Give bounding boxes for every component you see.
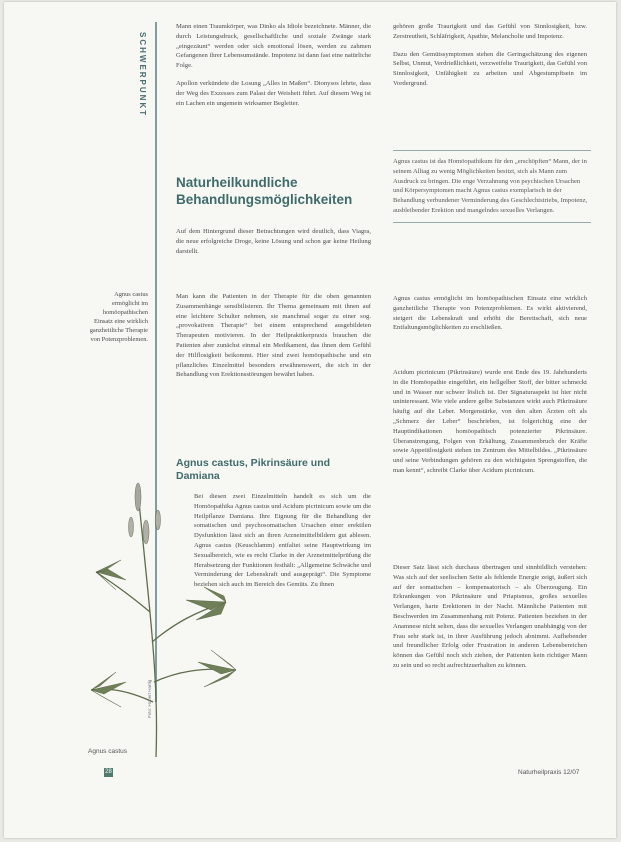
publication-footer: Naturheilpraxis 12/07 xyxy=(518,769,580,776)
pull-quote: Agnus castus ermöglicht im homöopathischen Einsatz eine wirklich ganzheitliche Therapie von Potenzproblemen. xyxy=(89,291,148,343)
photo-credit: Foto: Hubert Hartig xyxy=(147,679,152,718)
paragraph: Acidum picrinicum (Pikrinsäure) wurde erst Ende des 19. Jahrhunderts in die Homöopathie eingeführt, ein hellgelber Stoff, der bitter schmeckt und in Wasser nur schwer löslich ist. Der Signaturaspekt ist hier nicht uninteressant. Wie viele andere gelbe Substanzen wirkt auch Pikrinsäure häufig auf die Leber. Morgenstärke, von den alten Ärzten oft als „Schmerz der Leber“ beschrieben, ist folgerichtig eine der Hauptindikationen homöopathisch potenzierter Pikrinsäure. Überanstrengung, Folgen von Erkältung, Zusammenbruch der Kräfte sowie Appetitlosigkeit stehen im Zentrum des Mittelbildes. „Pikrinsäure und seine Verbindungen gehören zu den wichtigsten Sprengstoffen, die man kennt“, schreibt Clarke über Acidum picrinicum. xyxy=(393,369,587,474)
section-heading: Naturheilkundliche Behandlungsmöglichkeiten xyxy=(176,175,353,207)
middle-column-top xyxy=(176,22,371,116)
right-column-top xyxy=(393,22,587,97)
paragraph: Apollon verkündete die Losung „Alles in Maßen“. Dionysos lehrte, dass der Weg des Exzesses zum Palast der Weisheit führt. Auf diesem Weg ist ein Lachen ein ungemein wirksamer Begleiter. xyxy=(176,79,371,107)
paragraph: gehören große Traurigkeit und das Gefühl von Sinnlosigkeit, bzw. Zerstreutheit, Schläfrigkeit, Apathie, Melancholie und Impotenz. xyxy=(393,23,587,40)
highlight-box: Agnus castus ist das Homöopathikum für den „erschöpften“ Mann, der in seinem Alltag zu wenig Möglichkeiten besitzt, sich als Mann zum Ausdruck zu bringen. Die enge Verzahnung von psychischen Ursachen und Körpersymptomen macht Agnus castus exemplarisch in der Behandlung verbundener Verminderung des Geschlechtstriebs, Impotenz, ausbleibender Erektion und mangelndes sexuelles Verlangen. xyxy=(393,150,591,223)
image-caption: Agnus castus xyxy=(88,748,128,755)
subheading: Agnus castus, Pikrinsäure und Damiana xyxy=(176,457,331,482)
paragraph: Bei diesen zwei Einzelmitteln handelt es sich um die Homöopathika Agnus castus und Acidum picrinicum sowie um die Heilpflanze Damiana. Ihre Eignung für die Behandlung der somatischen und psychosomatischen Ursachen einer erektilen Dysfunktion lässt sich an ihren Arzneimittelbildern gut ablesen. Agnus castus (Keuschlamm) entfaltet seine Hauptwirkung im Sexualbereich, wie es recht Clarke in der Arzneimittelprüfung die Herabsetzung der Funktionen festhält: „Allgemeine Schwäche und Verminderung der Lebenskraft und ausgeprägt“. Die Symptome beziehen sich auch im Bereich des Gemüts. Zu ihnen xyxy=(194,493,371,589)
magazine-page xyxy=(4,2,616,838)
agnus-castus-plant-illustration xyxy=(86,472,256,762)
paragraph: Dazu den Gemütssymptomen stehen die Geringschätzung des eigenen Selbst, Unmut, Verdrießlichkeit, verzweifelte Traurigkeit, das Gefühl von Sinnlosigkeit, Unfähigkeit zu arbeiten und Abgestumpftsein im Vordergrund. xyxy=(393,50,587,87)
paragraph: Agnus castus ermöglicht im homöopathischen Einsatz eine wirklich ganzheitliche Therapie von Potenzproblemen. Es wirkt aktivierend, steigert die Lebenskraft und erhöht die Bereitschaft, sich neue Entfaltungsmöglichkeiten zu erschließen. xyxy=(393,295,587,332)
paragraph: Mann einen Traumkörper, was Dinko als Idiole bezeichnete. Männer, die durch Leistungsdruck, gesellschaftliche und soziale Zwänge stark „eingezäunt“ werden oder sich emotional lösen, werden zu zahmen Gefangenen ihrer Lebensumstände. Impotenz ist dann fast eine natürliche Folge. xyxy=(176,23,371,70)
paragraph: Man kann die Patienten in der Therapie für die oben genannten Zusammenhänge sensibilisieren. Ihr Thema gemeinsam mit ihnen auf eine leichtere Schulter nehmen, sie manchmal sogar zu einer sog. „provokativen Therapie“ bei einem entsprechend ausgebildeten Therapeuten motivieren. In der Heilpraktikerpraxis brauchen die Patienten aber zunächst einmal ein Medikament, das ihnen dem Gefühl der Hilflosigkeit beikommt. Hier sind zwei homöopathische und ein pflanzliches Einzelmittel besonders erwähnenswert, die sich in der Behandlung von Erektionsstörungen bewährt haben. xyxy=(176,293,371,379)
paragraph: Auf dem Hintergrund dieser Betrachtungen wird deutlich, dass Viagra, die neue erfolgreiche Droge, keine Lösung und schon gar keine Heilung darstellt. xyxy=(176,228,371,255)
page-number: 28 xyxy=(105,769,112,775)
paragraph: Dieser Satz lässt sich durchaus übertragen und sinnbildlich verstehen: Was sich auf der seelischen Seite als fehlende Energie zeigt, äußert sich auf der somatischen – kompensatorisch – als Überzeugung. Ein Erkrankungen von Pikrinsäure und Priapismus, großes sexuelles Verlangen, harte Erektionen in der Nacht. Männliche Patienten mit Beschwerden im Zusammenhang mit Potenz. Patienten beziehen in der Anamnese nicht selten, dass die sexuelles Verlangen unabhängig von der Frau sehr stark ist, in ihrer Ausführung jedoch abnimmt. Aufhebender und freundlicher Erfolg oder Frustration in anderen Lebensbereichen können das Gefühl noch sich ziehen, der Patienten kein richtiger Mann zu sein und so recht aufrechtzuerhalten zu können. xyxy=(393,564,587,669)
section-tag: SCHWERPUNKT xyxy=(138,32,147,118)
